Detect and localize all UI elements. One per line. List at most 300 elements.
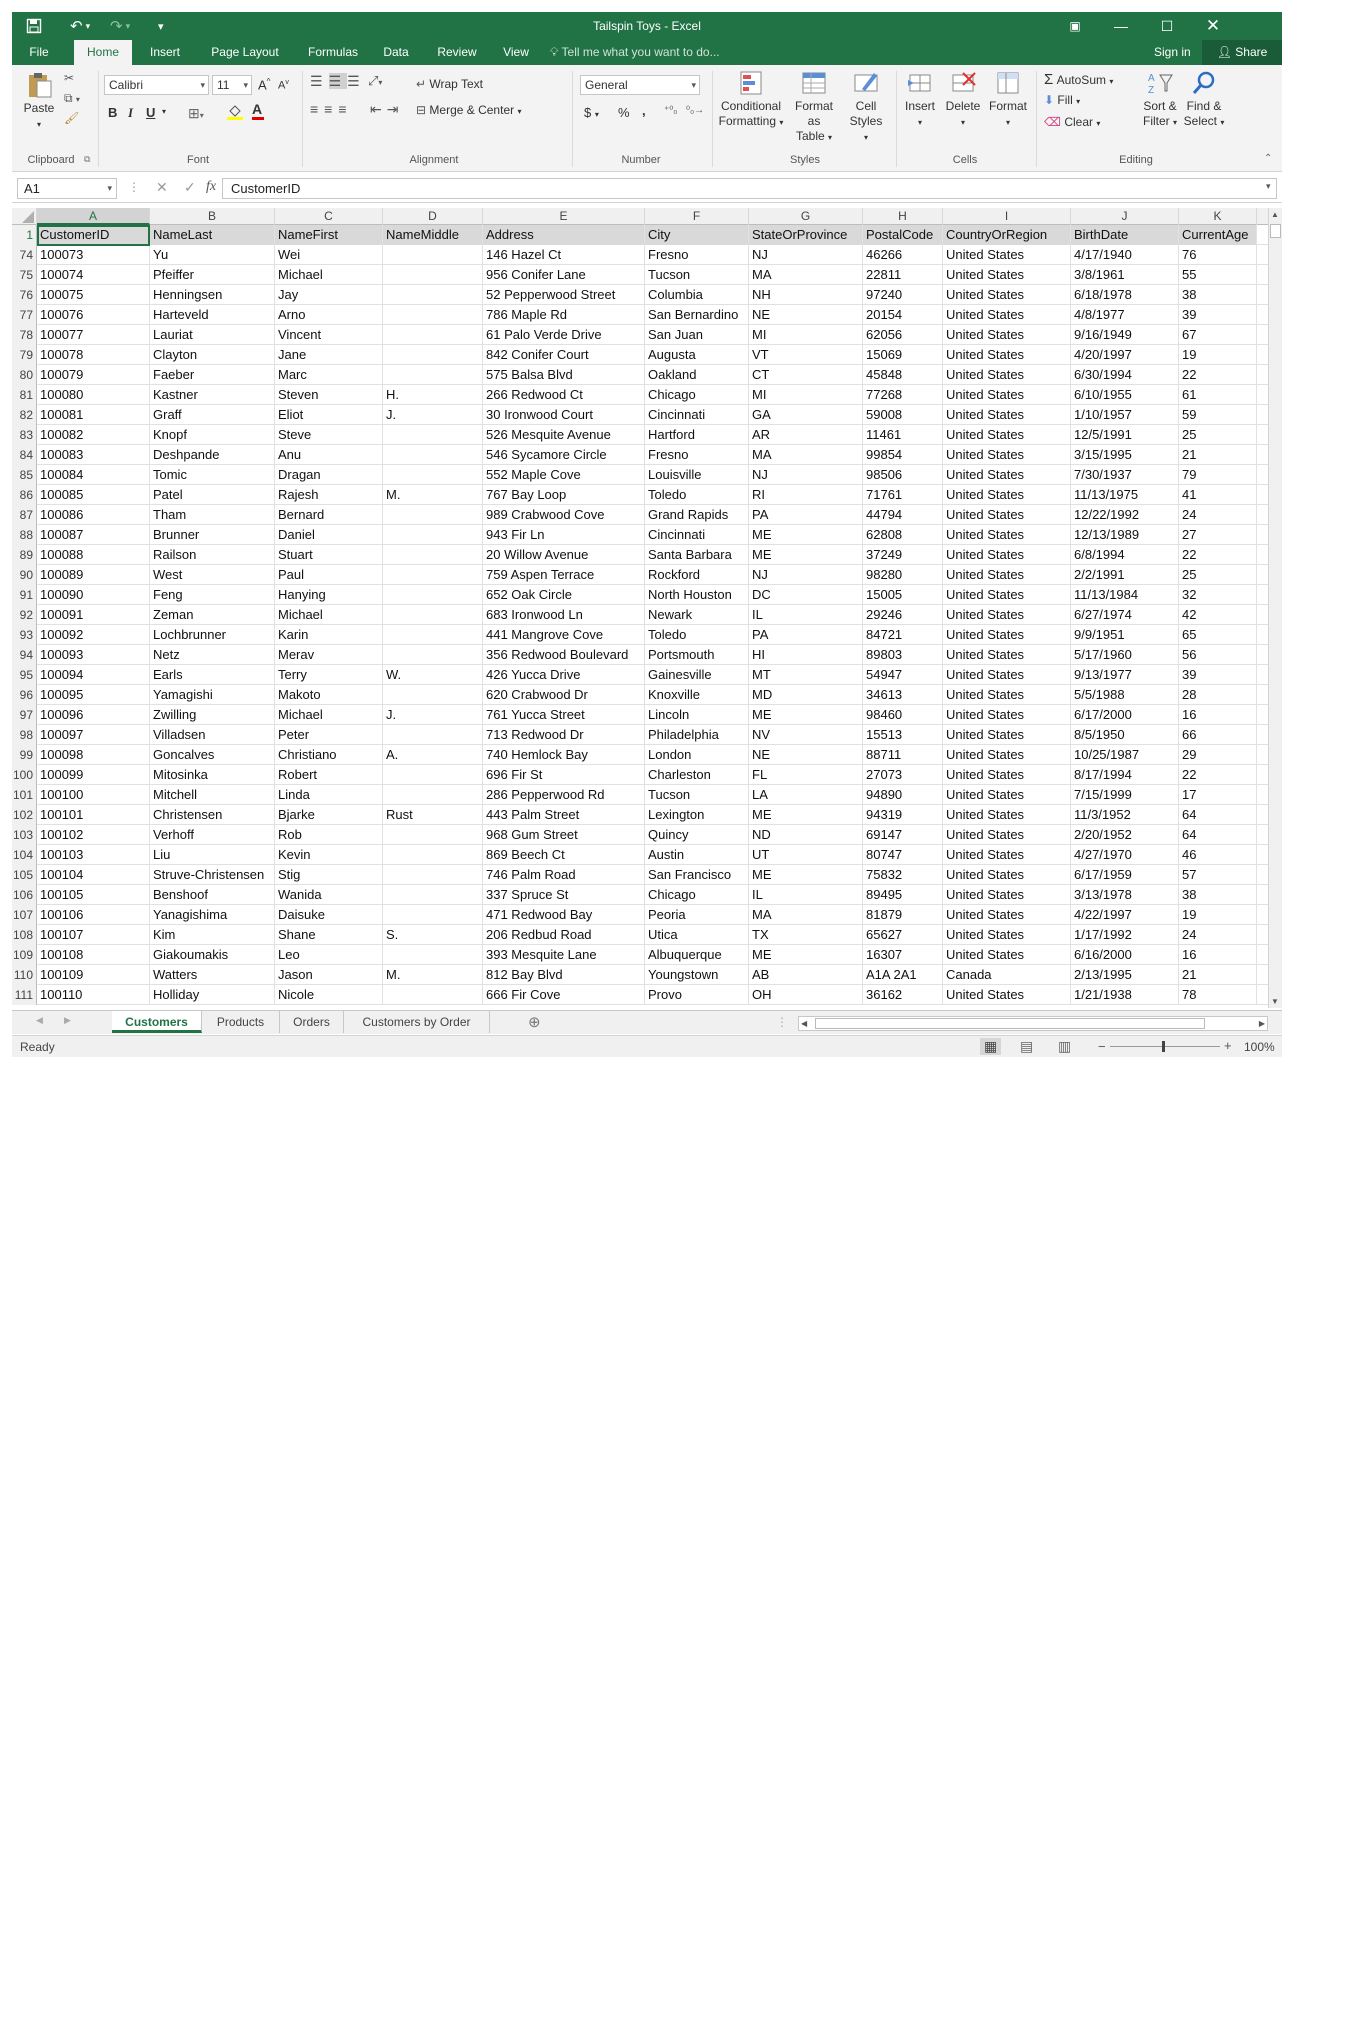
cell[interactable]: 52 Pepperwood Street: [483, 285, 645, 305]
row-header[interactable]: 110: [12, 965, 37, 985]
cell[interactable]: Wei: [275, 245, 383, 265]
cell[interactable]: Vincent: [275, 325, 383, 345]
row-header[interactable]: 91: [12, 585, 37, 605]
cell[interactable]: Marc: [275, 365, 383, 385]
border-icon[interactable]: ⊞▾: [188, 105, 204, 121]
confirm-entry-icon[interactable]: ✓: [184, 179, 196, 195]
cell[interactable]: MT: [749, 665, 863, 685]
cell[interactable]: Toledo: [645, 625, 749, 645]
cell[interactable]: Terry: [275, 665, 383, 685]
cell[interactable]: 36162: [863, 985, 943, 1005]
cell[interactable]: 89803: [863, 645, 943, 665]
row-header[interactable]: 105: [12, 865, 37, 885]
cell[interactable]: 84721: [863, 625, 943, 645]
zoom-slider-thumb[interactable]: [1162, 1041, 1165, 1052]
cell[interactable]: 100076: [37, 305, 150, 325]
cell[interactable]: United States: [943, 265, 1071, 285]
cell[interactable]: [383, 885, 483, 905]
row-header[interactable]: 85: [12, 465, 37, 485]
row-header[interactable]: 86: [12, 485, 37, 505]
cell[interactable]: BirthDate: [1071, 225, 1179, 245]
cell[interactable]: 22: [1179, 765, 1257, 785]
cell[interactable]: 15005: [863, 585, 943, 605]
cell[interactable]: 19: [1179, 905, 1257, 925]
row-header[interactable]: 76: [12, 285, 37, 305]
worksheet-grid[interactable]: [12, 208, 1268, 1008]
cell[interactable]: 100085: [37, 485, 150, 505]
cell[interactable]: 62808: [863, 525, 943, 545]
row-header[interactable]: 111: [12, 985, 37, 1005]
cell[interactable]: ME: [749, 805, 863, 825]
column-header[interactable]: A: [37, 208, 150, 225]
cell[interactable]: 266 Redwood Ct: [483, 385, 645, 405]
cell[interactable]: Knoxville: [645, 685, 749, 705]
cell[interactable]: 8/17/1994: [1071, 765, 1179, 785]
cell[interactable]: TX: [749, 925, 863, 945]
cell[interactable]: 69147: [863, 825, 943, 845]
cell[interactable]: 11461: [863, 425, 943, 445]
cell[interactable]: 11/13/1975: [1071, 485, 1179, 505]
cell[interactable]: Jason: [275, 965, 383, 985]
cell[interactable]: ME: [749, 525, 863, 545]
cell[interactable]: 100103: [37, 845, 150, 865]
cell[interactable]: ME: [749, 865, 863, 885]
cell[interactable]: Goncalves: [150, 745, 275, 765]
cell[interactable]: 100093: [37, 645, 150, 665]
cell[interactable]: 286 Pepperwood Rd: [483, 785, 645, 805]
cell[interactable]: Columbia: [645, 285, 749, 305]
cell[interactable]: 100108: [37, 945, 150, 965]
next-sheet-icon[interactable]: ▶: [64, 1015, 71, 1025]
cell[interactable]: London: [645, 745, 749, 765]
share-button[interactable]: [1202, 40, 1282, 65]
cell[interactable]: 100096: [37, 705, 150, 725]
cell[interactable]: United States: [943, 605, 1071, 625]
cell[interactable]: 100079: [37, 365, 150, 385]
cell[interactable]: FL: [749, 765, 863, 785]
cell[interactable]: Graff: [150, 405, 275, 425]
horizontal-scroll-thumb[interactable]: [815, 1018, 1205, 1029]
cell[interactable]: Grand Rapids: [645, 505, 749, 525]
cell[interactable]: 62056: [863, 325, 943, 345]
cell[interactable]: Canada: [943, 965, 1071, 985]
column-header[interactable]: G: [749, 208, 863, 225]
cell[interactable]: 100089: [37, 565, 150, 585]
cell[interactable]: United States: [943, 625, 1071, 645]
cell[interactable]: 2/20/1952: [1071, 825, 1179, 845]
cell[interactable]: 29: [1179, 745, 1257, 765]
cell[interactable]: 21: [1179, 965, 1257, 985]
cell[interactable]: Fresno: [645, 445, 749, 465]
cell[interactable]: MD: [749, 685, 863, 705]
cell[interactable]: United States: [943, 645, 1071, 665]
fill-color-icon[interactable]: [226, 103, 244, 124]
cell[interactable]: 71761: [863, 485, 943, 505]
cell[interactable]: S.: [383, 925, 483, 945]
cell[interactable]: HI: [749, 645, 863, 665]
cell[interactable]: Kim: [150, 925, 275, 945]
cell[interactable]: 20 Willow Avenue: [483, 545, 645, 565]
cell[interactable]: 393 Mesquite Lane: [483, 945, 645, 965]
customize-qat-icon[interactable]: ▾: [158, 20, 164, 33]
cell[interactable]: Arno: [275, 305, 383, 325]
cell[interactable]: 25: [1179, 425, 1257, 445]
cell[interactable]: Feng: [150, 585, 275, 605]
cell[interactable]: Stuart: [275, 545, 383, 565]
cell[interactable]: Hanying: [275, 585, 383, 605]
cell[interactable]: United States: [943, 365, 1071, 385]
redo-icon[interactable]: ↷ ▾: [110, 18, 131, 35]
cell[interactable]: [383, 605, 483, 625]
cell[interactable]: United States: [943, 885, 1071, 905]
sheet-tab-products[interactable]: Products: [202, 1011, 280, 1033]
cell[interactable]: West: [150, 565, 275, 585]
underline-button[interactable]: U: [146, 105, 156, 120]
cell[interactable]: [383, 905, 483, 925]
cell[interactable]: StateOrProvince: [749, 225, 863, 245]
cell[interactable]: Lexington: [645, 805, 749, 825]
cell[interactable]: OH: [749, 985, 863, 1005]
cell[interactable]: 746 Palm Road: [483, 865, 645, 885]
row-header[interactable]: 77: [12, 305, 37, 325]
cell[interactable]: RI: [749, 485, 863, 505]
cell[interactable]: 146 Hazel Ct: [483, 245, 645, 265]
row-header[interactable]: 78: [12, 325, 37, 345]
cell[interactable]: 5/17/1960: [1071, 645, 1179, 665]
cell[interactable]: [383, 725, 483, 745]
cell[interactable]: 94319: [863, 805, 943, 825]
cell[interactable]: Giakoumakis: [150, 945, 275, 965]
cell[interactable]: Fresno: [645, 245, 749, 265]
cell[interactable]: Newark: [645, 605, 749, 625]
cell[interactable]: Anu: [275, 445, 383, 465]
cell[interactable]: 943 Fir Ln: [483, 525, 645, 545]
row-header[interactable]: 108: [12, 925, 37, 945]
cell[interactable]: 6/8/1994: [1071, 545, 1179, 565]
cell[interactable]: Jane: [275, 345, 383, 365]
cell[interactable]: 100075: [37, 285, 150, 305]
cell[interactable]: 22: [1179, 545, 1257, 565]
cell[interactable]: 22811: [863, 265, 943, 285]
cell[interactable]: 19: [1179, 345, 1257, 365]
cell[interactable]: 8/5/1950: [1071, 725, 1179, 745]
cell[interactable]: 42: [1179, 605, 1257, 625]
cell[interactable]: 67: [1179, 325, 1257, 345]
cell[interactable]: Mitosinka: [150, 765, 275, 785]
cell[interactable]: United States: [943, 525, 1071, 545]
cell[interactable]: 6/17/2000: [1071, 705, 1179, 725]
cell[interactable]: United States: [943, 905, 1071, 925]
cell[interactable]: 88711: [863, 745, 943, 765]
cell[interactable]: Karin: [275, 625, 383, 645]
cell[interactable]: 27: [1179, 525, 1257, 545]
cell[interactable]: 842 Conifer Court: [483, 345, 645, 365]
horizontal-align-icons[interactable]: ≡≡≡: [310, 101, 353, 117]
cell[interactable]: 99854: [863, 445, 943, 465]
cell[interactable]: MA: [749, 905, 863, 925]
maximize-button[interactable]: ☐: [1160, 17, 1174, 34]
tell-me-box[interactable]: [550, 40, 720, 65]
cell[interactable]: 696 Fir St: [483, 765, 645, 785]
cell[interactable]: 100109: [37, 965, 150, 985]
cell[interactable]: United States: [943, 425, 1071, 445]
row-header[interactable]: 90: [12, 565, 37, 585]
cell[interactable]: MI: [749, 325, 863, 345]
cell[interactable]: 100100: [37, 785, 150, 805]
cell[interactable]: 100091: [37, 605, 150, 625]
cell[interactable]: 4/8/1977: [1071, 305, 1179, 325]
cell[interactable]: 100106: [37, 905, 150, 925]
cell[interactable]: [383, 685, 483, 705]
cell[interactable]: Struve-Christensen: [150, 865, 275, 885]
zoom-in-icon[interactable]: +: [1224, 1038, 1232, 1053]
cell[interactable]: Rockford: [645, 565, 749, 585]
cell[interactable]: [383, 465, 483, 485]
cell[interactable]: 76: [1179, 245, 1257, 265]
grow-font-icon[interactable]: A^: [258, 77, 271, 93]
cell[interactable]: 552 Maple Cove: [483, 465, 645, 485]
row-header[interactable]: 102: [12, 805, 37, 825]
vertical-align-icons[interactable]: ☰☰☰: [310, 73, 366, 89]
cell[interactable]: 100090: [37, 585, 150, 605]
row-header[interactable]: 107: [12, 905, 37, 925]
cell[interactable]: 6/16/2000: [1071, 945, 1179, 965]
cell[interactable]: 100082: [37, 425, 150, 445]
cell[interactable]: Mitchell: [150, 785, 275, 805]
row-header[interactable]: 109: [12, 945, 37, 965]
cell[interactable]: 575 Balsa Blvd: [483, 365, 645, 385]
scroll-down-icon[interactable]: ▼: [1271, 997, 1279, 1006]
cell[interactable]: Toledo: [645, 485, 749, 505]
cell[interactable]: [383, 285, 483, 305]
cell[interactable]: 6/27/1974: [1071, 605, 1179, 625]
indent-icons[interactable]: ⇤⇥: [370, 101, 404, 117]
cell[interactable]: DC: [749, 585, 863, 605]
cell[interactable]: Christiano: [275, 745, 383, 765]
cell[interactable]: [383, 585, 483, 605]
cell[interactable]: Merav: [275, 645, 383, 665]
minimize-button[interactable]: —: [1114, 18, 1128, 34]
cell[interactable]: San Juan: [645, 325, 749, 345]
row-header[interactable]: 97: [12, 705, 37, 725]
cell[interactable]: [383, 545, 483, 565]
cancel-entry-icon[interactable]: ✕: [156, 179, 168, 195]
cell[interactable]: 11/3/1952: [1071, 805, 1179, 825]
cell[interactable]: 77268: [863, 385, 943, 405]
cell[interactable]: 3/13/1978: [1071, 885, 1179, 905]
copy-icon[interactable]: ⧉ ▾: [64, 91, 80, 105]
tab-page-layout[interactable]: Page Layout: [211, 45, 279, 59]
underline-dropdown-icon[interactable]: ▾: [162, 107, 167, 116]
row-header[interactable]: 99: [12, 745, 37, 765]
orientation-icon[interactable]: ⤢▾: [368, 73, 383, 88]
cell[interactable]: [383, 265, 483, 285]
find-select-button[interactable]: Find & Select ▾: [1182, 69, 1226, 130]
row-header[interactable]: 87: [12, 505, 37, 525]
cell[interactable]: 38: [1179, 285, 1257, 305]
cell[interactable]: CustomerID: [37, 225, 150, 245]
cell[interactable]: Michael: [275, 705, 383, 725]
cell[interactable]: Stig: [275, 865, 383, 885]
cell[interactable]: ME: [749, 945, 863, 965]
cell[interactable]: Kastner: [150, 385, 275, 405]
cell[interactable]: 100101: [37, 805, 150, 825]
row-header[interactable]: 101: [12, 785, 37, 805]
cell[interactable]: 100107: [37, 925, 150, 945]
tab-home[interactable]: Home: [74, 40, 132, 65]
scroll-left-icon[interactable]: ◀: [801, 1019, 808, 1028]
cell[interactable]: NameFirst: [275, 225, 383, 245]
cell[interactable]: [383, 865, 483, 885]
cell[interactable]: 41: [1179, 485, 1257, 505]
cell[interactable]: 22: [1179, 365, 1257, 385]
cell[interactable]: Louisville: [645, 465, 749, 485]
cell[interactable]: Jay: [275, 285, 383, 305]
row-header[interactable]: 74: [12, 245, 37, 265]
cell[interactable]: United States: [943, 925, 1071, 945]
column-header[interactable]: D: [383, 208, 483, 225]
cell[interactable]: 98460: [863, 705, 943, 725]
cell[interactable]: 100083: [37, 445, 150, 465]
cell[interactable]: GA: [749, 405, 863, 425]
cell[interactable]: United States: [943, 865, 1071, 885]
cell[interactable]: Utica: [645, 925, 749, 945]
cell[interactable]: 89495: [863, 885, 943, 905]
cell[interactable]: Philadelphia: [645, 725, 749, 745]
cell[interactable]: 652 Oak Circle: [483, 585, 645, 605]
select-all-corner[interactable]: [12, 208, 37, 225]
cell[interactable]: [383, 345, 483, 365]
comma-button[interactable]: ,: [642, 103, 646, 118]
cell[interactable]: 426 Yucca Drive: [483, 665, 645, 685]
increase-decimal-icon[interactable]: ⁺⁰₀: [664, 105, 678, 116]
page-layout-view-icon[interactable]: ▤: [1020, 1038, 1034, 1054]
cell[interactable]: 666 Fir Cove: [483, 985, 645, 1005]
cell[interactable]: NameLast: [150, 225, 275, 245]
cell[interactable]: CT: [749, 365, 863, 385]
cell[interactable]: Knopf: [150, 425, 275, 445]
row-header[interactable]: 104: [12, 845, 37, 865]
cell[interactable]: 526 Mesquite Avenue: [483, 425, 645, 445]
undo-icon[interactable]: ↶ ▾: [70, 18, 91, 35]
cell[interactable]: 9/9/1951: [1071, 625, 1179, 645]
row-header[interactable]: 98: [12, 725, 37, 745]
cell[interactable]: [383, 765, 483, 785]
cell[interactable]: 39: [1179, 665, 1257, 685]
cell[interactable]: NE: [749, 745, 863, 765]
column-header[interactable]: B: [150, 208, 275, 225]
cell[interactable]: Lincoln: [645, 705, 749, 725]
cell[interactable]: [383, 785, 483, 805]
cell[interactable]: [383, 985, 483, 1005]
cell[interactable]: 3/15/1995: [1071, 445, 1179, 465]
column-header[interactable]: E: [483, 208, 645, 225]
cell[interactable]: San Francisco: [645, 865, 749, 885]
format-as-table-button[interactable]: Format as Table ▾: [788, 69, 840, 145]
cell[interactable]: PA: [749, 505, 863, 525]
column-header[interactable]: C: [275, 208, 383, 225]
cell[interactable]: Daniel: [275, 525, 383, 545]
bold-button[interactable]: B: [108, 105, 118, 120]
cell[interactable]: Austin: [645, 845, 749, 865]
cell[interactable]: United States: [943, 725, 1071, 745]
number-format-combo[interactable]: General ▾: [580, 75, 700, 95]
cell[interactable]: 54947: [863, 665, 943, 685]
cell[interactable]: 25: [1179, 565, 1257, 585]
cell[interactable]: 206 Redbud Road: [483, 925, 645, 945]
cell[interactable]: M.: [383, 485, 483, 505]
paste-button[interactable]: Paste ▾: [20, 71, 58, 132]
cell[interactable]: 34613: [863, 685, 943, 705]
cell[interactable]: Santa Barbara: [645, 545, 749, 565]
format-cells-button[interactable]: Format ▾: [986, 69, 1030, 130]
cell[interactable]: 38: [1179, 885, 1257, 905]
cell[interactable]: 100081: [37, 405, 150, 425]
cell[interactable]: Yu: [150, 245, 275, 265]
vertical-scrollbar[interactable]: [1268, 208, 1282, 1008]
row-header[interactable]: 100: [12, 765, 37, 785]
cell[interactable]: 100099: [37, 765, 150, 785]
cell[interactable]: 20154: [863, 305, 943, 325]
row-header[interactable]: 103: [12, 825, 37, 845]
zoom-slider-track[interactable]: [1110, 1046, 1220, 1047]
cell[interactable]: 100088: [37, 545, 150, 565]
cell[interactable]: 356 Redwood Boulevard: [483, 645, 645, 665]
cell[interactable]: 4/17/1940: [1071, 245, 1179, 265]
cell[interactable]: NE: [749, 305, 863, 325]
cell[interactable]: Harteveld: [150, 305, 275, 325]
cell[interactable]: 713 Redwood Dr: [483, 725, 645, 745]
cell[interactable]: 79: [1179, 465, 1257, 485]
cell[interactable]: 16: [1179, 945, 1257, 965]
cell[interactable]: MI: [749, 385, 863, 405]
row-header[interactable]: 92: [12, 605, 37, 625]
cell[interactable]: Zwilling: [150, 705, 275, 725]
sign-in-link[interactable]: Sign in: [1154, 45, 1191, 59]
cell[interactable]: Dragan: [275, 465, 383, 485]
cell[interactable]: 3/8/1961: [1071, 265, 1179, 285]
insert-cells-button[interactable]: Insert ▾: [900, 69, 940, 130]
row-header[interactable]: 81: [12, 385, 37, 405]
cell[interactable]: Zeman: [150, 605, 275, 625]
cell[interactable]: 869 Beech Ct: [483, 845, 645, 865]
cell[interactable]: 100105: [37, 885, 150, 905]
cell[interactable]: M.: [383, 965, 483, 985]
cell[interactable]: J.: [383, 705, 483, 725]
cell[interactable]: 6/10/1955: [1071, 385, 1179, 405]
cell[interactable]: Steven: [275, 385, 383, 405]
cell[interactable]: NameMiddle: [383, 225, 483, 245]
cell[interactable]: 44794: [863, 505, 943, 525]
cell[interactable]: 100102: [37, 825, 150, 845]
cell[interactable]: United States: [943, 745, 1071, 765]
cell[interactable]: 65627: [863, 925, 943, 945]
cell[interactable]: United States: [943, 565, 1071, 585]
cell[interactable]: Peoria: [645, 905, 749, 925]
cell[interactable]: 100087: [37, 525, 150, 545]
cell[interactable]: NH: [749, 285, 863, 305]
cell[interactable]: 9/16/1949: [1071, 325, 1179, 345]
cell[interactable]: United States: [943, 445, 1071, 465]
cell[interactable]: Tomic: [150, 465, 275, 485]
cell[interactable]: 100092: [37, 625, 150, 645]
cell[interactable]: 64: [1179, 805, 1257, 825]
cell[interactable]: United States: [943, 285, 1071, 305]
font-size-combo[interactable]: 11 ▾: [212, 75, 252, 95]
cell[interactable]: [383, 825, 483, 845]
cell[interactable]: 78: [1179, 985, 1257, 1005]
cell[interactable]: San Bernardino: [645, 305, 749, 325]
